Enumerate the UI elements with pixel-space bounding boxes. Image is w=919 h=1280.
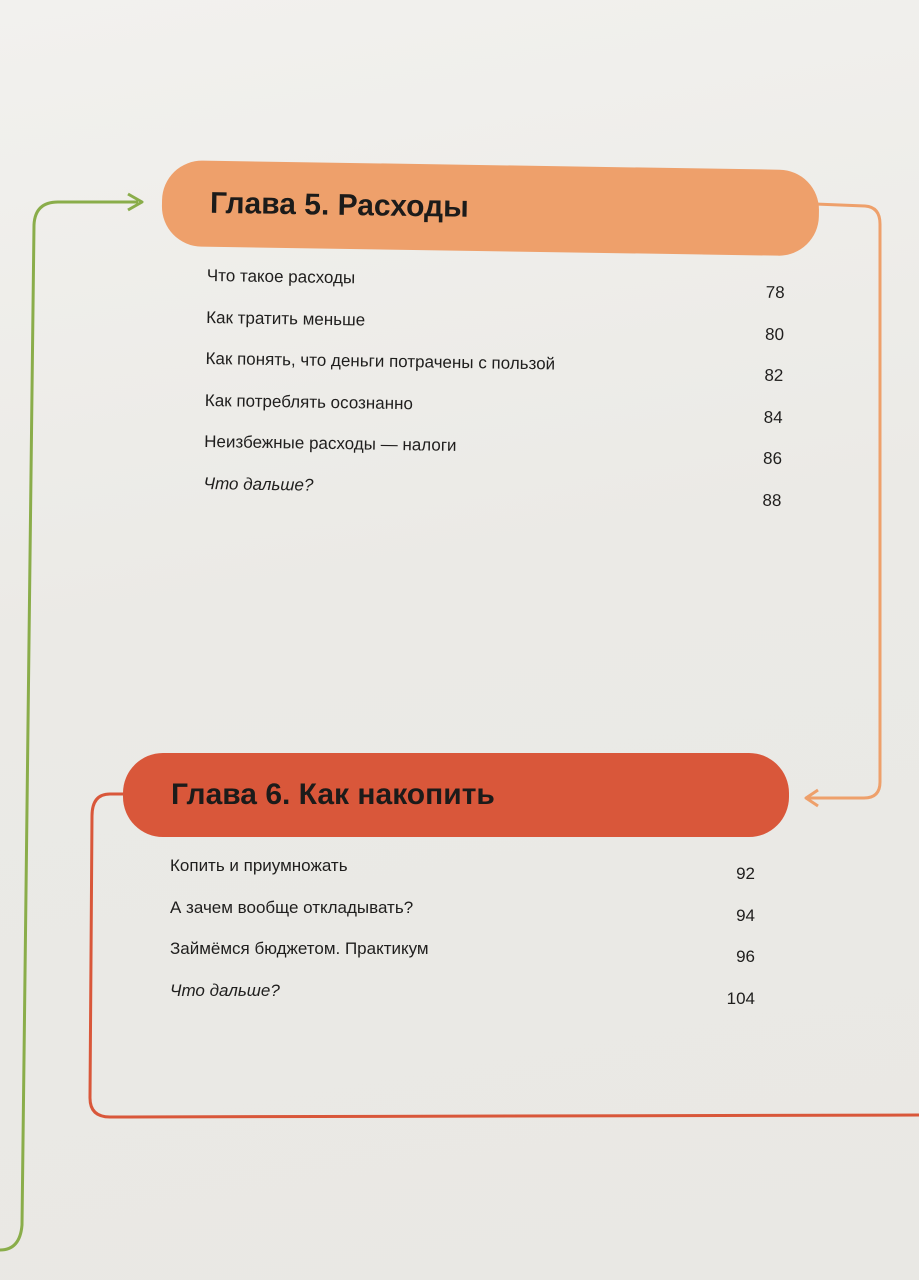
toc-item-title: Что дальше? [170,980,280,1000]
toc-item-title: Что такое расходы [206,266,356,288]
toc-item-page: 84 [763,407,783,427]
toc-item-page: 80 [764,324,785,344]
toc-item-title: Как потреблять осознанно [204,390,414,413]
toc-item[interactable] [170,856,755,898]
toc-item-title: Как тратить меньше [206,307,366,329]
green-connector-line [0,202,138,1250]
toc-item[interactable] [170,981,755,1023]
toc-item-page: 104 [726,988,755,1008]
toc-item-page: 82 [764,365,784,386]
chapter-5-toc-list [203,266,785,524]
toc-item-page: 92 [736,864,755,883]
toc-item-page: 94 [736,905,755,925]
chapter-5-header: Глава 5. Расходы [161,160,819,256]
chapter-6-toc-list [170,856,755,1022]
toc-item-title: Неизбежные расходы — налоги [204,431,457,455]
orange-connector-line [808,204,880,798]
toc-item[interactable] [170,939,755,981]
toc-item-title: Копить и приумножать [170,856,348,875]
toc-item-page: 86 [762,448,783,469]
toc-item-page: 78 [765,282,785,303]
toc-item-page: 96 [736,947,755,966]
toc-item-title: А зачем вообще откладывать? [170,897,414,917]
toc-item-title: Что дальше? [203,473,314,495]
toc-item-title: Как понять, что деньги потрачены с пользой [205,348,556,374]
toc-item-title: Займёмся бюджетом. Практикум [170,939,429,958]
chapter-6-header: Глава 6. Как накопить [123,753,789,837]
toc-item[interactable] [170,898,755,940]
toc-item-page: 88 [762,490,782,510]
